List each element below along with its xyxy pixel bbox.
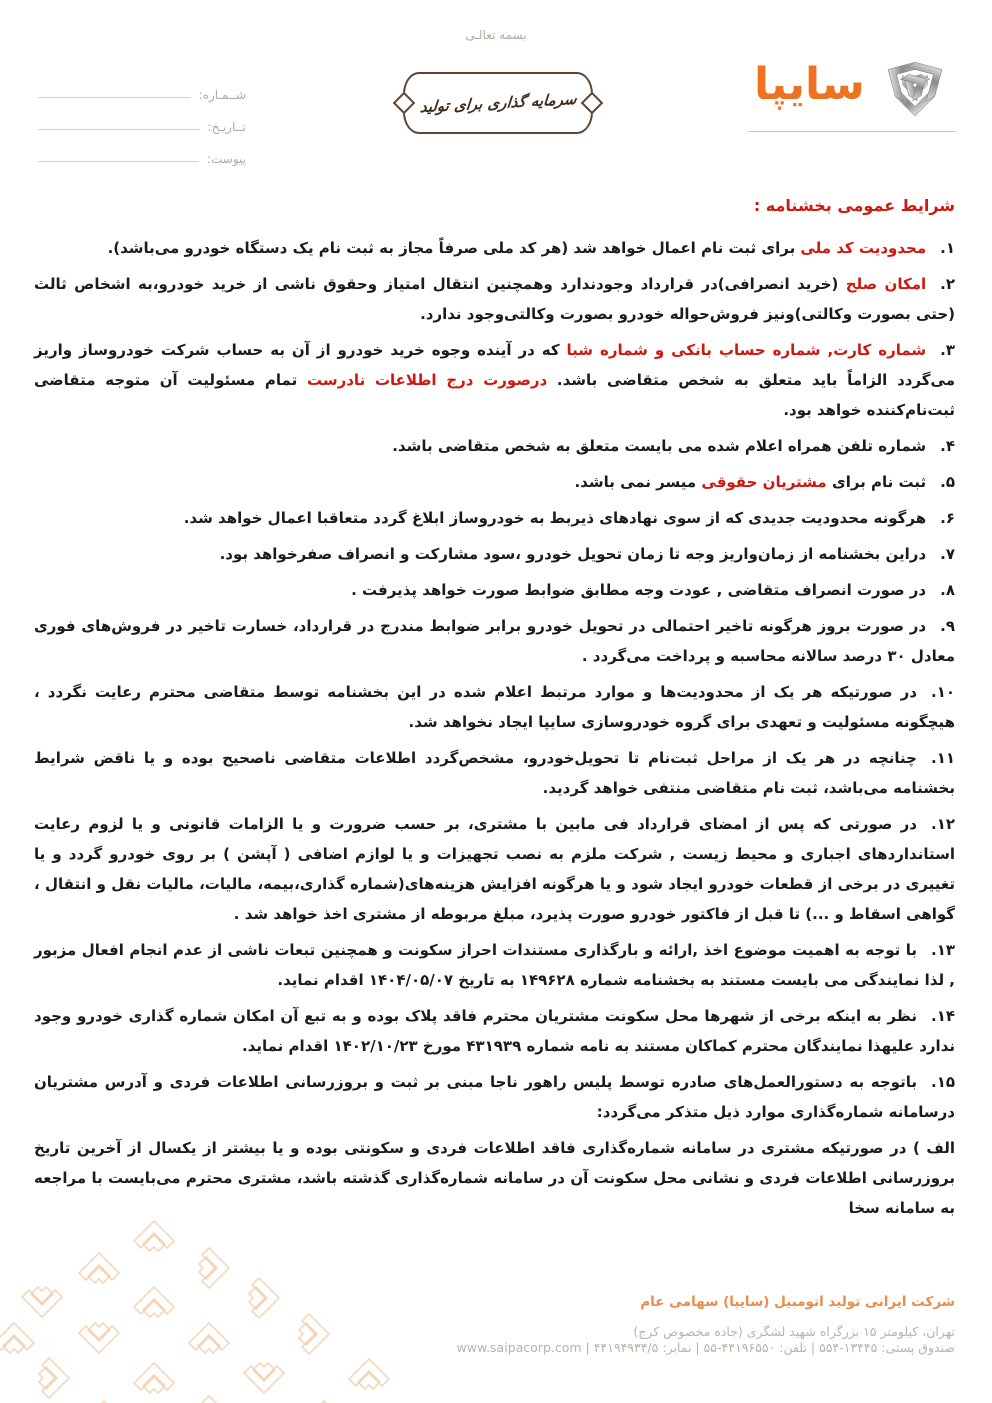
item-text-segment: ثبت نام برای — [826, 473, 927, 491]
item-text-segment: باتوجه به دستورالعمل‌های صادره توسط پلیس راهور ناجا مبنی بر ثبت و بروزرسانی اطلاعات فردی و آدرس مشتریان درسامانه شماره‌گذاری موارد ذیل متذکر می‌گردد: — [34, 1073, 955, 1121]
item-number: ۹. — [940, 617, 955, 635]
saipa-logo-row — [748, 44, 956, 126]
item-number: ۱۰. — [930, 683, 955, 701]
bismillah-text: بسمه تعالـی — [465, 28, 527, 42]
item-number: ۶. — [940, 509, 955, 527]
item-text-segment: امکان صلح — [838, 275, 927, 293]
item-number: ۱۴. — [930, 1007, 955, 1025]
field-label: تــاریـخ: — [207, 120, 246, 134]
item-text-segment: تمام مسئولیت آن متوجه متقاضی ثبت‌نام‌کننده خواهد بود. — [34, 371, 955, 419]
list-item — [34, 743, 955, 803]
saipa-emblem-icon — [874, 44, 956, 126]
item-text-segment: مشتریان حقوقی — [701, 473, 827, 491]
item-text-segment: شماره کارت, شماره حساب بانکی و شماره شبا — [559, 341, 927, 359]
item-text-segment: درصورت درج اطلاعات نادرست — [306, 371, 548, 389]
item-number: ۳. — [940, 341, 956, 359]
slogan-stamp — [403, 72, 593, 134]
company-contact: صندوق پستی: ۱۳۴۴۵-۵۵۴ | تلفن: ۴۴۱۹۶۵۵۰-۵۵ | نمابر: ۴۴۱۹۴۹۳۴/۵ | www.saipacorp.com — [456, 1340, 955, 1355]
list-item — [34, 335, 955, 425]
document-title: شرایط عمومی بخشنامه : — [753, 196, 955, 215]
item-number: ۱۳. — [930, 941, 955, 959]
item-text-segment: نظر به اینکه برخی از شهرها محل سکونت مشتریان محترم فاقد پلاک بوده و به تبع آن امکان شماره گذاری خودرو وجود ندارد علیهذا نمایندگان محترم کماکان مستند به نامه شماره ۴۳۱۹۳۹ مورخ ۱۴۰۲/۱۰/۲۳ اقدام نماید. — [34, 1007, 955, 1055]
item-number: ۱۲. — [930, 815, 955, 833]
document-body — [34, 196, 955, 1229]
item-number: ۱. — [940, 239, 955, 257]
company-address: تهران، کیلومتر ۱۵ بزرگراه شهید لشگری (جاده مخصوص کرج) — [633, 1324, 955, 1339]
item-text-segment: در صورتیکه هر یک از محدودیت‌ها و موارد مرتبط اعلام شده در این بخشنامه توسط متقاضی محترم رعایت نگردد ، هیچگونه مسئولیت و تعهدی برای گروه خودروسازی سایپا ایجاد نخواهد شد. — [34, 683, 955, 731]
list-item — [34, 503, 955, 533]
footer — [320, 1294, 955, 1356]
list-item — [34, 467, 955, 497]
list-item — [34, 269, 955, 329]
item-number: ۲. — [940, 275, 955, 293]
list-item — [34, 575, 955, 605]
letterhead-field — [38, 134, 246, 166]
list-item — [34, 1133, 955, 1223]
item-text-segment: محدودیت کد ملی — [795, 239, 927, 257]
letterhead-fields — [38, 70, 246, 166]
letterhead-field — [38, 70, 246, 102]
field-blank-line — [38, 129, 200, 130]
field-label: شــمـاره: — [198, 88, 246, 102]
field-blank-line — [38, 97, 191, 98]
item-number: ۵. — [940, 473, 955, 491]
saipa-logo — [748, 44, 956, 132]
item-text-segment: چنانچه در هر یک از مراحل ثبت‌نام تا تحویل‌خودرو، مشخص‌گردد اطلاعات متقاضی ناصحیح بوده و یا ناقض شرایط بخشنامه می‌باشد، ثبت نام متقاضی منتفی خواهد گردید. — [34, 749, 955, 797]
list-item — [34, 611, 955, 671]
saipa-wordmark: سایپا — [754, 59, 865, 110]
list-item — [34, 809, 955, 929]
item-text-segment: شماره تلفن همراه اعلام شده می بایست متعلق به شخص متقاضی باشد. — [392, 437, 927, 455]
list-item — [34, 233, 955, 263]
list-item — [34, 431, 955, 461]
item-text-segment: در صورت بروز هرگونه تاخیر احتمالی در تحویل خودرو برابر ضوابط مندرج در قرارداد، خسارت تاخیر در فروش‌های فوری معادل ۳۰ درصد سالانه محاسبه و پرداخت می‌گردد . — [34, 617, 955, 665]
item-text-segment: با توجه به اهمیت موضوع اخذ ,ارائه و بارگذاری مستندات احراز سکونت و همچنین تبعات ناشی از عدم انجام افعال مزبور , لذا نمایندگی می بایست مستند به بخشنامه شماره ۱۴۹۶۲۸ به تاریخ ۱۴۰۴/۰۵/۰۷ اقدام نماید. — [34, 941, 955, 989]
item-text-segment: دراین بخشنامه از زمان‌واریز وجه تا زمان تحویل خودرو ،سود مشارکت و انصراف صفرخواهد بود. — [219, 545, 927, 563]
item-number: ۸. — [940, 581, 955, 599]
list-item — [34, 1001, 955, 1061]
stamp-calligraphy-text: سرمایه گذاری برای تولید — [418, 89, 578, 117]
letterhead-field — [38, 102, 246, 134]
list-item — [34, 677, 955, 737]
item-text-segment: که در آینده وجوه خرید خودرو از آن به حساب شرکت خودروساز واریز می‌گردد الزاماً باید متعلق به شخص متقاضی باشد. — [34, 341, 955, 389]
item-text-segment: الف ) در صورتیکه مشتری در سامانه شماره‌گذاری فاقد اطلاعات فردی و سکونتی بوده و یا بیشتر از یکسال از آخرین تاریخ بروزرسانی اطلاعات فردی و نشانی محل سکونت آن در سامانه شماره‌گذاری گذشته باشد، مشتری محترم می‌بایست با مراجعه به سامانه سخا — [34, 1139, 955, 1217]
item-text-segment: در صورت انصراف متقاضی , عودت وجه مطابق ضوابط صورت خواهد پذیرفت . — [351, 581, 927, 599]
item-number: ۴. — [940, 437, 955, 455]
terms-list — [34, 233, 955, 1223]
item-text-segment: میسر نمی باشد. — [574, 473, 702, 491]
field-label: پیوست: — [206, 152, 246, 166]
list-item — [34, 539, 955, 569]
list-item — [34, 935, 955, 995]
logo-underline — [748, 131, 956, 132]
item-text-segment: (خرید انصرافی)در قرارداد وجودندارد وهمچنین انتقال امتیاز وحقوق ناشی از خرید خودرو،به اشخاص ثالث (حتی بصورت وکالتی)ونیز فروش‌حواله خودرو بصورت وکالتی‌وجود ندارد. — [34, 275, 955, 323]
item-number: ۱۵. — [930, 1073, 955, 1091]
item-text-segment: در صورتی که پس از امضای قرارداد فی مابین با مشتری، بر حسب ضرورت و یا الزامات قانونی و یا لزوم رعایت استانداردهای اجباری و محیط زیست , شرکت ملزم به نصب تجهیزات و یا لوازم اضافی ( آپشن ) بر روی خودرو گردد و یا تغییری در برخی از قطعات خودرو ایجاد شود و یا هرگونه افزایش هزینه‌های(شماره گذاری،بیمه، مالیات، مالیات نقل و انتقال ، گواهی اسقاط و ...) تا قبل از فاکتور خودرو صورت پذیرد، مبلغ مربوطه از مشتری اخذ خواهد شد . — [34, 815, 955, 923]
item-number: ۷. — [940, 545, 955, 563]
list-item — [34, 1067, 955, 1127]
item-text-segment: هرگونه محدودیت جدیدی که از سوی نهادهای ذیربط به خودروساز ابلاغ گردد متعاقبا اعمال خواهد شد. — [183, 509, 927, 527]
item-number: ۱۱. — [930, 749, 955, 767]
company-name: شرکت ایرانی تولید اتومبیل (سایپا) سهامی عام — [640, 1294, 955, 1310]
field-blank-line — [38, 161, 199, 162]
item-text-segment: برای ثبت نام اعمال خواهد شد (هر کد ملی صرفاً مجاز به ثبت نام یک دستگاه خودرو می‌باشد). — [107, 239, 796, 257]
